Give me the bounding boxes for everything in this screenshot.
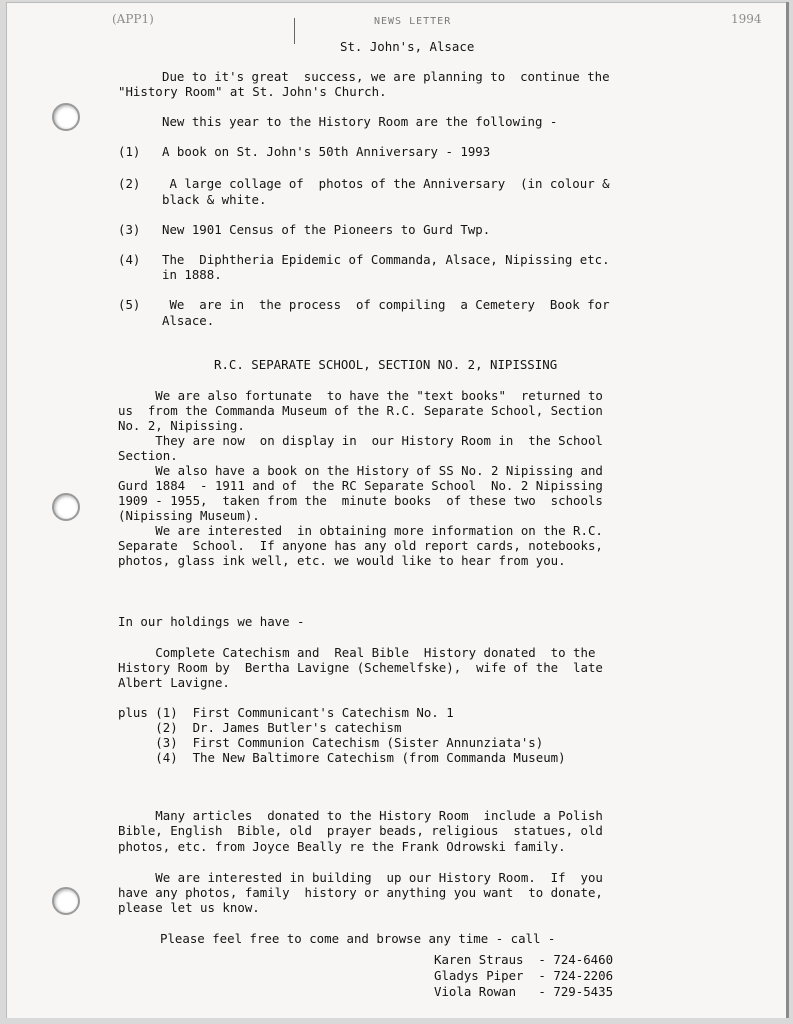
binder-hole-icon bbox=[52, 103, 80, 131]
newsletter-page bbox=[6, 2, 789, 1018]
paragraph-line: They are now on display in our History Room in the School bbox=[118, 433, 603, 448]
item-number: (4) bbox=[118, 252, 141, 267]
contact-line: Karen Straus - 724-6460 bbox=[434, 952, 614, 967]
item-text: Alsace. bbox=[162, 313, 215, 328]
item-number: (1) bbox=[118, 144, 141, 159]
section-heading: R.C. SEPARATE SCHOOL, SECTION NO. 2, NIPISSING bbox=[214, 357, 558, 372]
contact-line: Gladys Piper - 724-2206 bbox=[434, 968, 614, 983]
list-item: (4) The New Baltimore Catechism (from Commanda Museum) bbox=[118, 750, 566, 765]
paragraph-line: We are also fortunate to have the "text books" returned to bbox=[118, 388, 603, 403]
binder-hole-icon bbox=[52, 887, 80, 915]
paragraph-line: Many articles donated to the History Room include a Polish bbox=[118, 808, 603, 823]
paragraph-line: Separate School. If anyone has any old report cards, notebooks, bbox=[118, 538, 603, 553]
paragraph-line: Albert Lavigne. bbox=[118, 675, 230, 690]
paragraph-line: Section. bbox=[118, 448, 178, 463]
item-number: (3) bbox=[118, 222, 141, 237]
paragraph-line: We are interested in building up our History Room. If you bbox=[118, 870, 603, 885]
list-item: (3) First Communion Catechism (Sister Annunziata's) bbox=[118, 735, 544, 750]
intro-line: "History Room" at St. John's Church. bbox=[118, 84, 387, 99]
item-number: (2) bbox=[118, 176, 141, 191]
item-text: New 1901 Census of the Pioneers to Gurd Twp. bbox=[162, 222, 491, 237]
item-text: The Diphtheria Epidemic of Commanda, Alsace, Nipissing etc. bbox=[162, 252, 610, 267]
item-number: (5) bbox=[118, 297, 141, 312]
holdings-heading: In our holdings we have - bbox=[118, 614, 305, 629]
item-text: black & white. bbox=[162, 192, 267, 207]
paragraph-line: us from the Commanda Museum of the R.C. Separate School, Section bbox=[118, 403, 603, 418]
item-text: We are in the process of compiling a Cemetery Book for bbox=[162, 297, 610, 312]
corner-note-right: 1994 bbox=[731, 12, 762, 26]
item-text: in 1888. bbox=[162, 267, 222, 282]
header-label: NEWS LETTER bbox=[374, 16, 452, 27]
paragraph-line: 1909 - 1955, taken from the minute books of these two schools bbox=[118, 493, 603, 508]
paragraph-line: (Nipissing Museum). bbox=[118, 508, 260, 523]
paragraph-line: Gurd 1884 - 1911 and of the RC Separate School No. 2 Nipissing bbox=[118, 478, 603, 493]
page-title: St. John's, Alsace bbox=[340, 39, 475, 54]
paragraph-line: We are interested in obtaining more information on the R.C. bbox=[118, 523, 603, 538]
paragraph-line: photos, etc. from Joyce Beally re the Frank Odrowski family. bbox=[118, 839, 566, 854]
corner-note-left: (APP1) bbox=[112, 12, 154, 26]
list-item: plus (1) First Communicant's Catechism No. 1 bbox=[118, 705, 454, 720]
pen-mark bbox=[294, 18, 295, 44]
item-text: A large collage of photos of the Anniversary (in colour & bbox=[162, 176, 610, 191]
paragraph-line: please let us know. bbox=[118, 900, 260, 915]
closing-line: Please feel free to come and browse any time - call - bbox=[160, 931, 556, 946]
paragraph-line: No. 2, Nipissing. bbox=[118, 418, 245, 433]
binder-hole-icon bbox=[52, 493, 80, 521]
intro-line: Due to it's great success, we are planning to continue the bbox=[162, 69, 610, 84]
paragraph-line: Complete Catechism and Real Bible History donated to the bbox=[118, 645, 596, 660]
contact-line: Viola Rowan - 729-5435 bbox=[434, 984, 614, 999]
new-this-year: New this year to the History Room are the following - bbox=[162, 114, 558, 129]
paragraph-line: Bible, English Bible, old prayer beads, religious statues, old bbox=[118, 823, 603, 838]
item-text: A book on St. John's 50th Anniversary - 1993 bbox=[162, 144, 491, 159]
list-item: (2) Dr. James Butler's catechism bbox=[118, 720, 402, 735]
paragraph-line: photos, glass ink well, etc. we would like to hear from you. bbox=[118, 553, 566, 568]
paragraph-line: We also have a book on the History of SS No. 2 Nipissing and bbox=[118, 463, 603, 478]
paragraph-line: have any photos, family history or anything you want to donate, bbox=[118, 885, 603, 900]
paragraph-line: History Room by Bertha Lavigne (Schemelfske), wife of the late bbox=[118, 660, 603, 675]
